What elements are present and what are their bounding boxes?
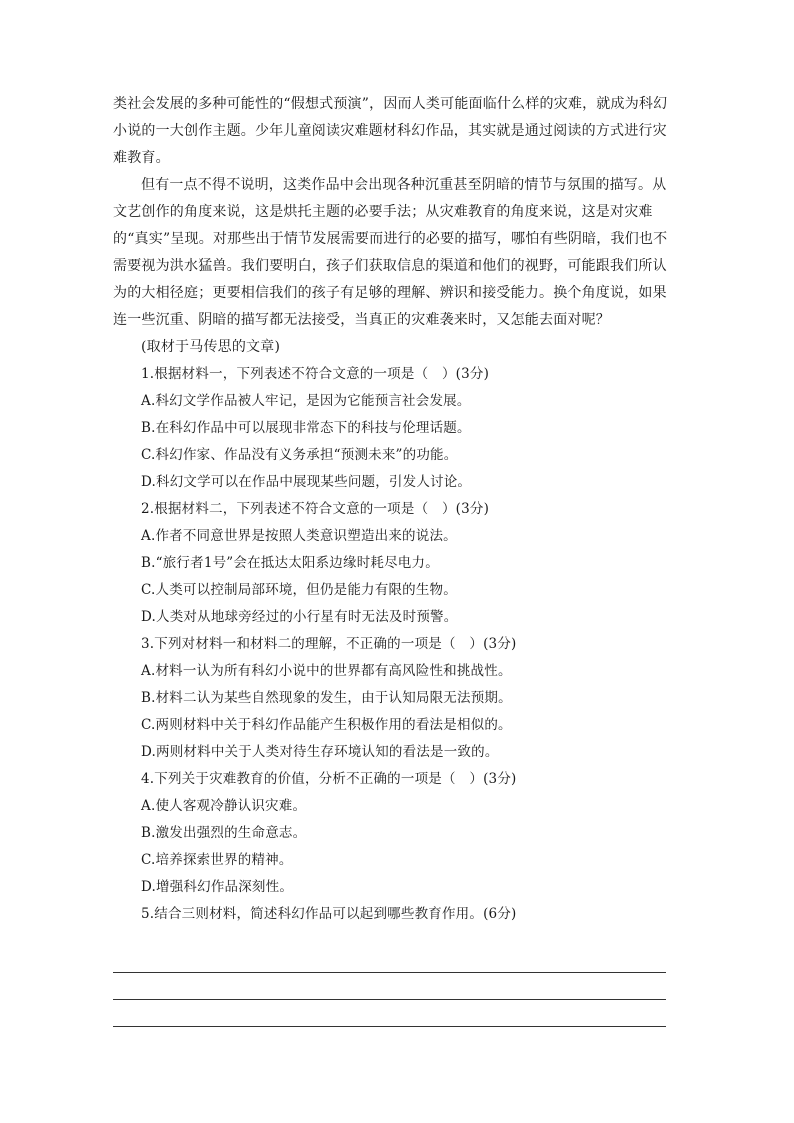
question-4-option-a: A.使人客观冷静认识灾难。 [141, 798, 307, 814]
question-4-option-d: D.增强科幻作品深刻性。 [141, 879, 294, 895]
answer-area[interactable] [113, 946, 673, 1027]
passage-paragraph-1: 类社会发展的多种可能性的“假想式预演”，因而人类可能面临什么样的灾难，就成为科幻小说的一大创作主题。少年儿童阅读灾难题材科幻作品，其实就是通过阅读的方式进行灾难教育。 [113, 96, 668, 166]
passage-paragraph-2: 但有一点不得不说明，这类作品中会出现各种沉重甚至阴暗的情节与氛围的描写。从文艺创作的角度来说，这是烘托主题的必要手法；从灾难教育的角度来说，这是对灾难的“真实”呈现。对那些出于情节发展需要而进行的必要的描写，哪怕有些阴暗，我们也不需要视为洪水猛兽。我们要明白，孩子们获取信息的渠道和他们的视野，可能跟我们所认为的大相径庭；更要相信我们的孩子有足够的理解、辨识和接受能力。换个角度说，如果连一些沉重、阴暗的描写都无法接受，当真正的灾难袭来时，又怎能去面对呢？ [113, 177, 668, 328]
question-1-option-c: C.科幻作家、作品没有义务承担“预测未来”的功能。 [141, 447, 458, 463]
passage-source: (取材于马传思的文章) [141, 339, 281, 355]
question-4-option-c: C.培养探索世界的精神。 [141, 852, 293, 868]
question-5-stem: 5.结合三则材料，简述科幻作品可以起到哪些教育作用。(6分) [141, 906, 517, 922]
question-3-stem: 3.下列对材料一和材料二的理解，不正确的一项是（ ）(3分) [141, 636, 517, 652]
question-2-option-d: D.人类对从地球旁经过的小行星有时无法及时预警。 [141, 609, 458, 625]
question-4-stem: 4.下列关于灾难教育的价值，分析不正确的一项是（ ）(3分) [141, 771, 517, 787]
question-1-option-a: A.科幻文学作品被人牢记，是因为它能预言社会发展。 [141, 393, 471, 409]
question-2-option-b: B.“旅行者1号”会在抵达太阳系边缘时耗尽电力。 [141, 555, 439, 571]
question-3-option-d: D.两则材料中关于人类对待生存环境认知的看法是一致的。 [141, 744, 499, 760]
question-1-option-b: B.在科幻作品中可以展现非常态下的科技与伦理话题。 [141, 420, 471, 436]
answer-line-3[interactable] [113, 1000, 666, 1027]
question-1-option-d: D.科幻文学可以在作品中展现某些问题，引发人讨论。 [141, 474, 472, 490]
answer-line-2[interactable] [113, 973, 666, 1000]
question-1-stem: 1.根据材料一，下列表述不符合文意的一项是（ ）(3分) [141, 366, 490, 382]
question-4-option-b: B.激发出强烈的生命意志。 [141, 825, 307, 841]
question-2-stem: 2.根据材料二，下列表述不符合文意的一项是（ ）(3分) [141, 501, 490, 517]
question-2-option-c: C.人类可以控制局部环境，但仍是能力有限的生物。 [141, 582, 457, 598]
answer-line-1[interactable] [113, 946, 666, 973]
question-3-option-a: A.材料一认为所有科幻小说中的世界都有高风险性和挑战性。 [141, 663, 512, 679]
question-3-option-c: C.两则材料中关于科幻作品能产生积极作用的看法是相似的。 [141, 717, 512, 733]
question-2-option-a: A.作者不同意世界是按照人类意识塑造出来的说法。 [141, 528, 457, 544]
document-content [113, 91, 673, 1027]
question-3-option-b: B.材料二认为某些自然现象的发生，由于认知局限无法预期。 [141, 690, 512, 706]
